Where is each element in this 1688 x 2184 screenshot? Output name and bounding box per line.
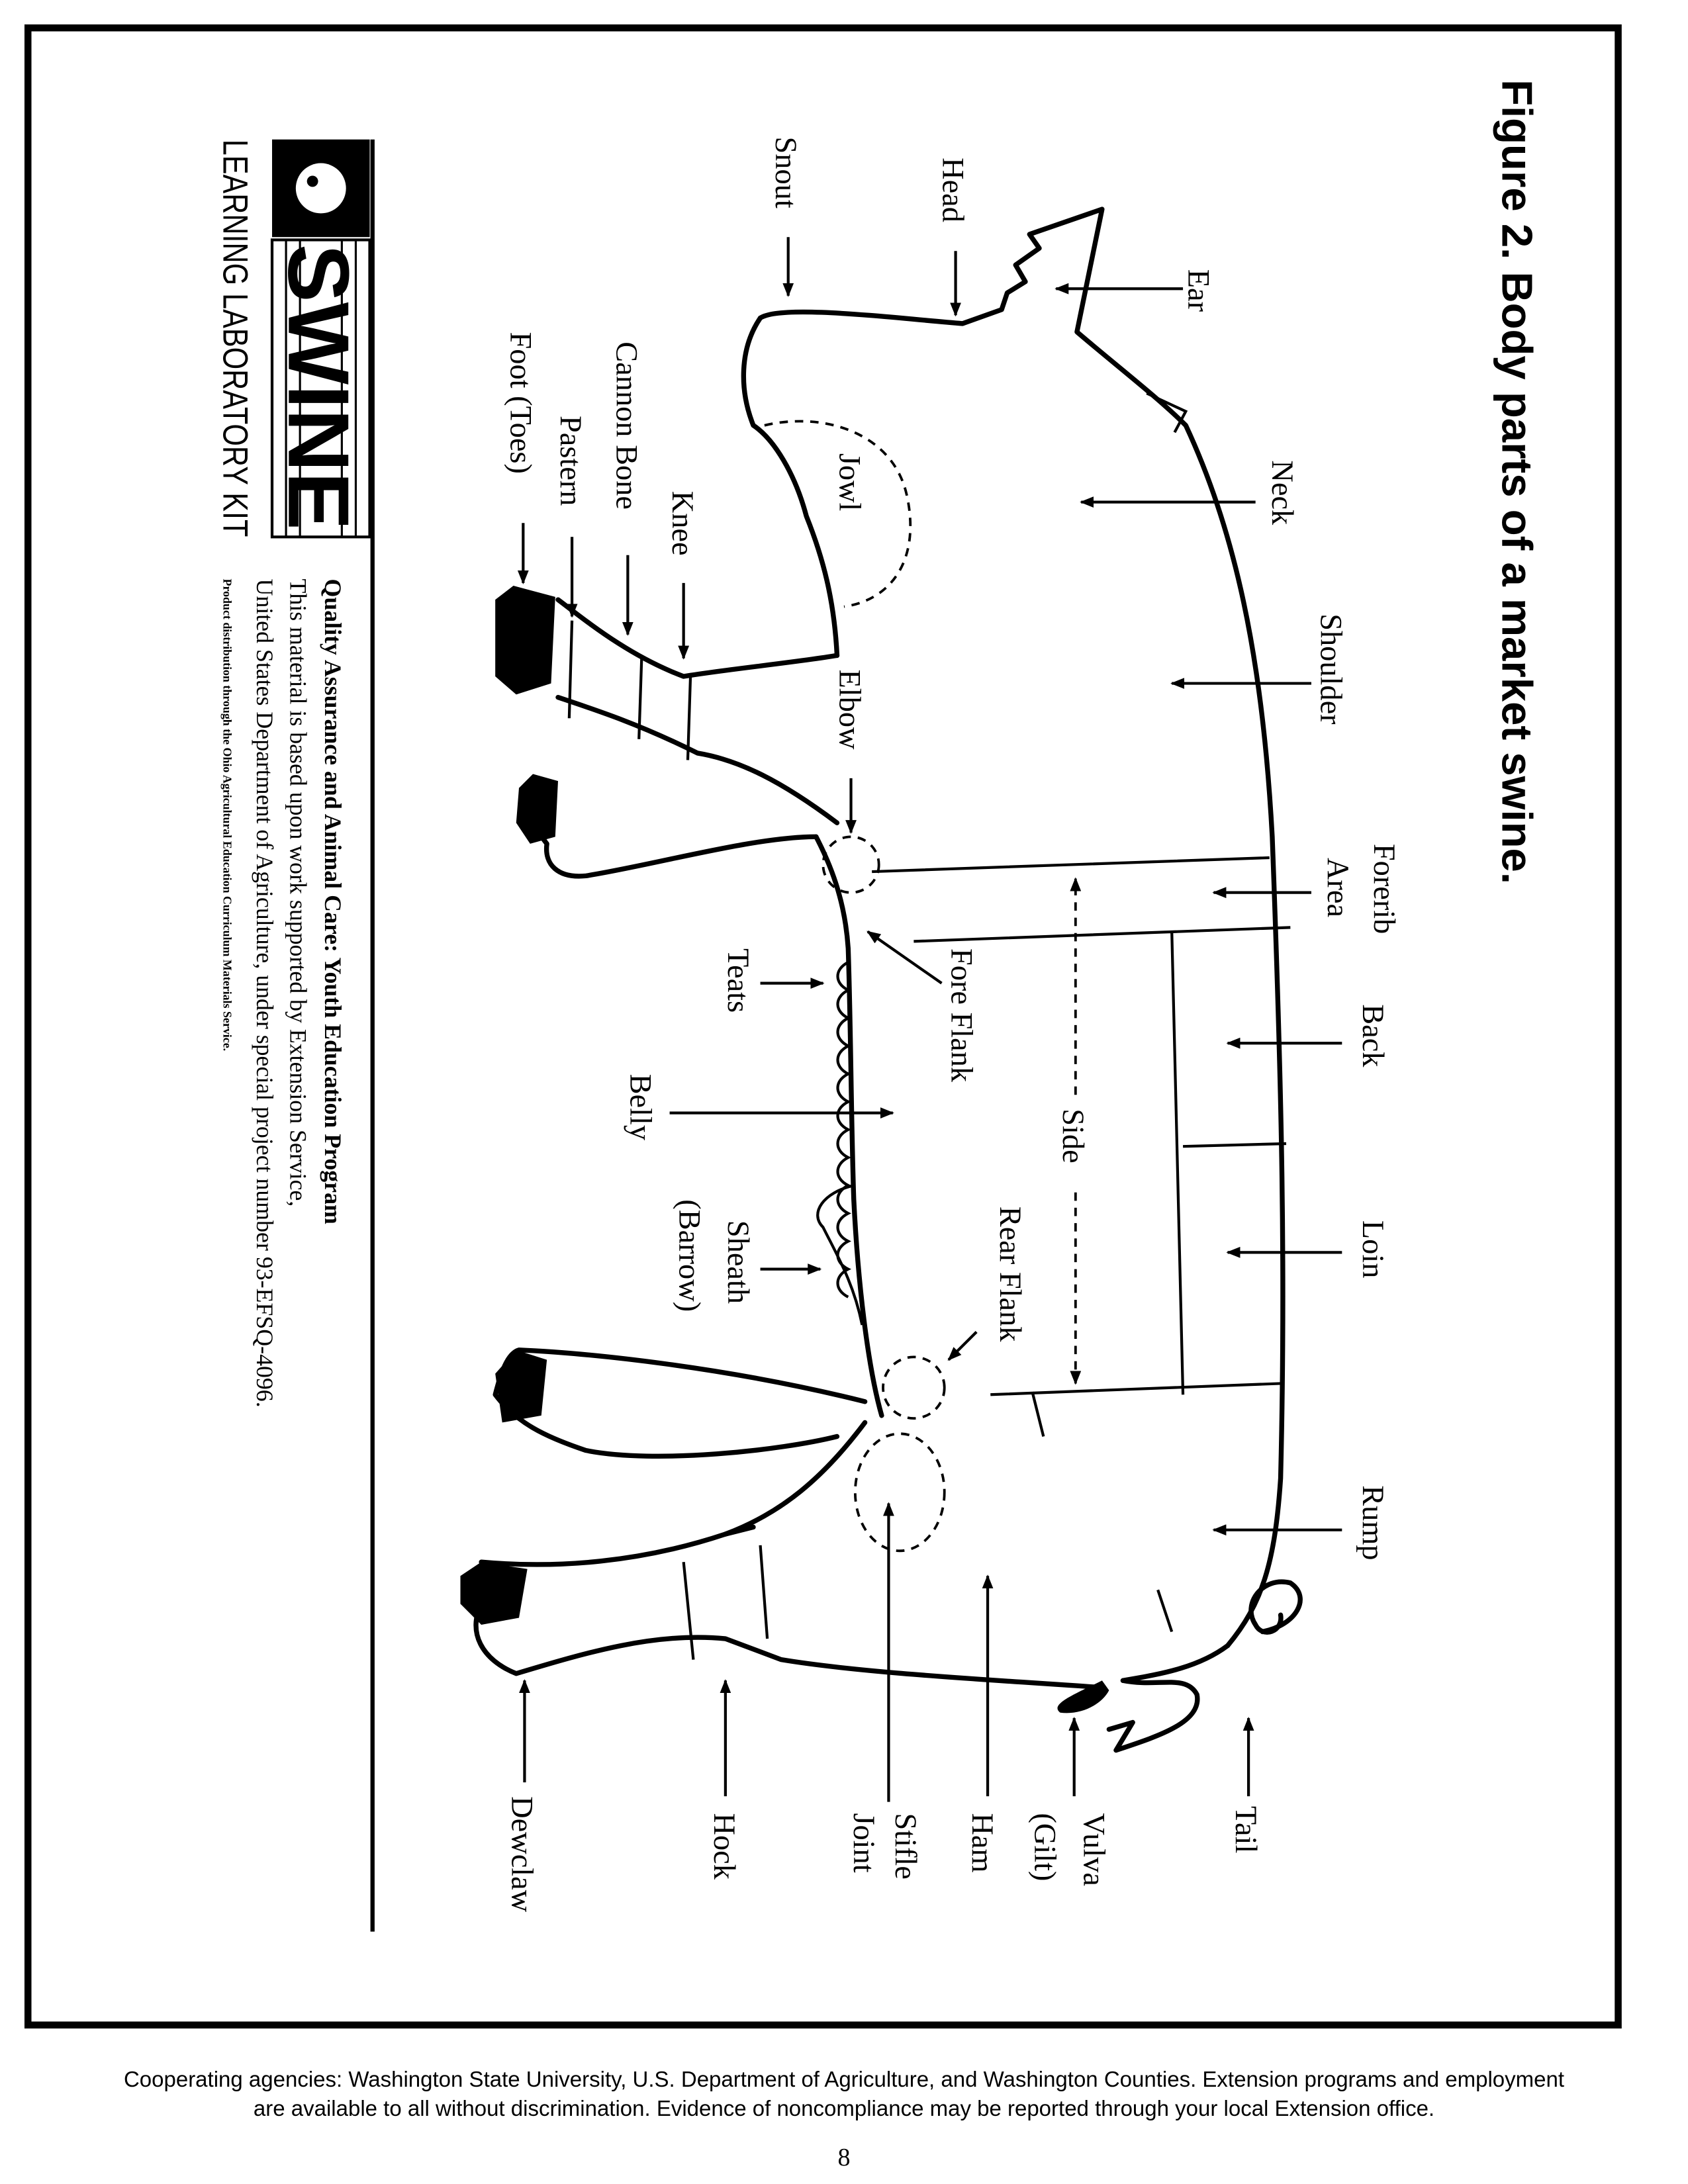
footer-line-2: are available to all without discrimination. Evidence of noncompliance may be reported through your local Extension office. xyxy=(253,2096,1435,2120)
label-forerib: Forerib xyxy=(1366,843,1401,934)
arrow-rear-flank xyxy=(949,1332,976,1359)
label-ear: Ear xyxy=(1181,269,1215,312)
label-elbow: Elbow xyxy=(832,669,867,750)
credits-block xyxy=(220,579,346,1408)
label-side: Side xyxy=(1055,1109,1090,1163)
label-rear-flank: Rear Flank xyxy=(993,1206,1027,1342)
label-sheath-barrow: (Barrow) xyxy=(672,1199,706,1312)
label-jowl: Jowl xyxy=(832,453,867,512)
page-number: 8 xyxy=(837,2144,851,2171)
label-knee: Knee xyxy=(665,490,699,556)
footer-line-1: Cooperating agencies: Washington State University, U.S. Department of Agriculture, and Washington Counties. Extension programs and employment xyxy=(123,2067,1565,2091)
label-head: Head xyxy=(935,158,970,222)
label-vulva: Vulva xyxy=(1076,1813,1111,1886)
swine-kit-logo xyxy=(215,139,369,625)
label-stifle-joint: Joint xyxy=(846,1813,880,1873)
label-back: Back xyxy=(1355,1004,1389,1068)
label-stifle: Stifle xyxy=(888,1813,922,1880)
label-teats: Teats xyxy=(721,948,755,1013)
label-loin: Loin xyxy=(1355,1220,1389,1279)
label-vulva-gilt: (Gilt) xyxy=(1027,1813,1062,1882)
label-rump: Rump xyxy=(1355,1485,1389,1561)
label-tail: Tail xyxy=(1229,1805,1263,1854)
label-foot: Foot (Toes) xyxy=(503,332,538,474)
part-labels xyxy=(503,137,1400,1913)
label-pastern: Pastern xyxy=(553,415,588,506)
logo-subtitle: LEARNING LABORATORY KIT xyxy=(215,139,255,625)
credits-program: Quality Assurance and Animal Care: Youth Education Program xyxy=(320,578,347,1224)
label-ham: Ham xyxy=(964,1813,999,1873)
label-fore-flank: Fore Flank xyxy=(944,948,978,1083)
credits-line-2: This material is based upon work supported by Extension Service, xyxy=(285,578,312,1207)
label-forerib-area: Area xyxy=(1321,857,1355,918)
credits-distribution: Product distribution through the Ohio Agricultural Education Curriculum Materials Service. xyxy=(220,578,234,1052)
label-snout: Snout xyxy=(768,136,802,208)
credits-line-3: United States Department of Agriculture, under special project number 93-EFSQ-4096. xyxy=(251,578,278,1408)
label-sheath: Sheath xyxy=(721,1220,755,1304)
arrow-fore-flank xyxy=(868,932,942,983)
label-cannon-bone: Cannon Bone xyxy=(609,341,643,510)
label-hock: Hock xyxy=(707,1813,741,1880)
label-belly: Belly xyxy=(623,1073,657,1141)
logo-word: SWINE xyxy=(270,244,367,527)
label-dewclaw: Dewclaw xyxy=(504,1796,539,1913)
label-neck: Neck xyxy=(1264,460,1299,525)
label-shoulder: Shoulder xyxy=(1313,614,1348,725)
figure-title: Figure 2. Body parts of a market swine. xyxy=(1493,79,1542,884)
